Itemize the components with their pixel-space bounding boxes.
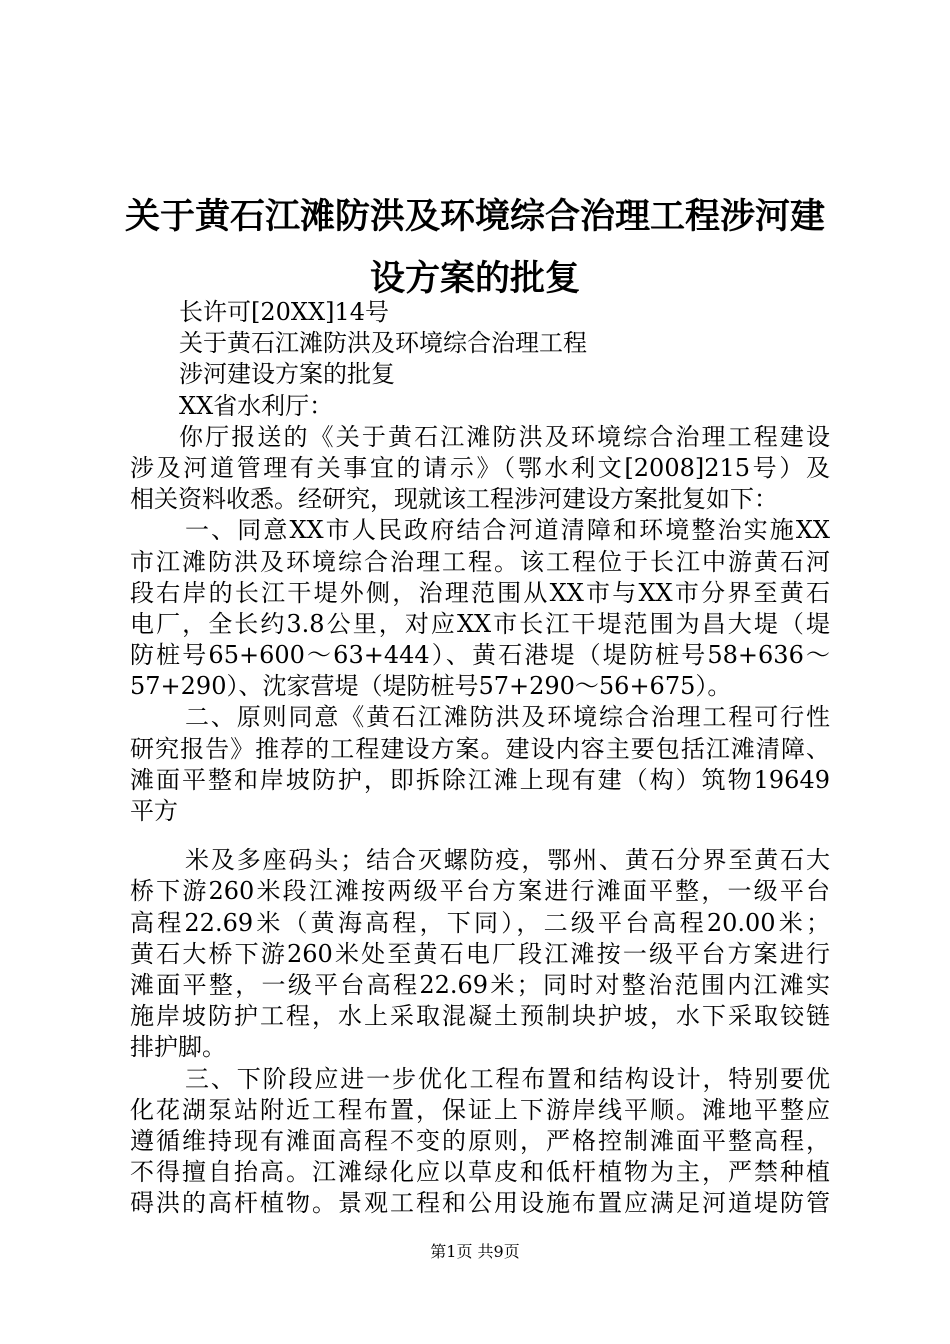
document-body [130, 297, 830, 1219]
paragraph-two-line: 二、原则同意《黄石江滩防洪及环境综合治理工程可行性 [185, 703, 830, 732]
paragraph-one-line: 一、同意XX市人民政府结合河道清障和环境整治实施XX [185, 516, 830, 545]
document-title [110, 186, 840, 310]
paragraph-two-cont-line: 排护脚。 [130, 1033, 226, 1062]
paragraph-gap [130, 827, 830, 845]
document-number: 长许可[20XX]14号 [179, 298, 389, 326]
paragraph-one-line: 57+290）、沈家营堤（堤防桩号57+290～56+675）。 [130, 672, 732, 701]
paragraph-two-line: 滩面平整和岸坡防护，即拆除江滩上现有建（构）筑物19649 [130, 765, 830, 794]
paragraph-two-cont-line: 米及多座码头；结合灭螺防疫，鄂州、黄石分界至黄石大 [185, 846, 830, 875]
paragraph-one-line: 电厂，全长约3.8公里，对应XX市长江干堤范围为昌大堤（堤 [130, 609, 830, 638]
paragraph-two-line: 研究报告》推荐的工程建设方案。建设内容主要包括江滩清障、 [130, 734, 830, 763]
paragraph-intro-line: 涉及河道管理有关事宜的请示》（鄂水利文[2008]215号）及 [130, 453, 830, 482]
addressee: XX省水利厅： [179, 391, 334, 420]
paragraph-two-cont-line: 黄石大桥下游260米处至黄石电厂段江滩按一级平台方案进行 [130, 939, 830, 968]
paragraph-one-line: 市江滩防洪及环境综合治理工程。该工程位于长江中游黄石河 [130, 547, 830, 576]
page-footer: 第1页 共9页 [430, 1242, 520, 1261]
paragraph-two-line: 平方 [130, 797, 178, 825]
subject-line-2: 涉河建设方案的批复 [179, 360, 395, 389]
title-line-1: 关于黄石江滩防洪及环境综合治理工程涉河建 [124, 197, 825, 237]
paragraph-two-cont-line: 施岸坡防护工程，水上采取混凝土预制块护坡，水下采取铰链 [130, 1002, 830, 1031]
paragraph-three-line: 化花湖泵站附近工程布置，保证上下游岸线平顺。滩地平整应 [130, 1095, 830, 1124]
paragraph-three-line: 遵循维持现有滩面高程不变的原则，严格控制滩面平整高程， [130, 1126, 830, 1155]
paragraph-three-line: 碍洪的高杆植物。景观工程和公用设施布置应满足河道堤防管 [130, 1189, 830, 1218]
paragraph-three-line: 三、下阶段应进一步优化工程布置和结构设计，特别要优 [185, 1064, 830, 1093]
paragraph-one-line: 防桩号65+600～63+444）、黄石港堤（堤防桩号58+636～ [130, 641, 830, 670]
paragraph-two-cont-line: 滩面平整，一级平台高程22.69米；同时对整治范围内江滩实 [130, 970, 830, 999]
title-line-2: 设方案的批复 [369, 259, 580, 299]
paragraph-intro-line: 相关资料收悉。经研究，现就该工程涉河建设方案批复如下： [130, 485, 778, 514]
paragraph-two-cont-line: 高程22.69米（黄海高程，下同），二级平台高程20.00米； [130, 908, 830, 937]
paragraph-intro-line: 你厅报送的《关于黄石江滩防洪及环境综合治理工程建设 [179, 422, 830, 451]
paragraph-three-line: 不得擅自抬高。江滩绿化应以草皮和低杆植物为主，严禁种植 [130, 1158, 830, 1187]
paragraph-two-cont-line: 桥下游260米段江滩按两级平台方案进行滩面平整，一级平台 [130, 877, 830, 906]
subject-line-1: 关于黄石江滩防洪及环境综合治理工程 [179, 329, 587, 358]
paragraph-one-line: 段右岸的长江干堤外侧，治理范围从XX市与XX市分界至黄石 [130, 578, 830, 607]
